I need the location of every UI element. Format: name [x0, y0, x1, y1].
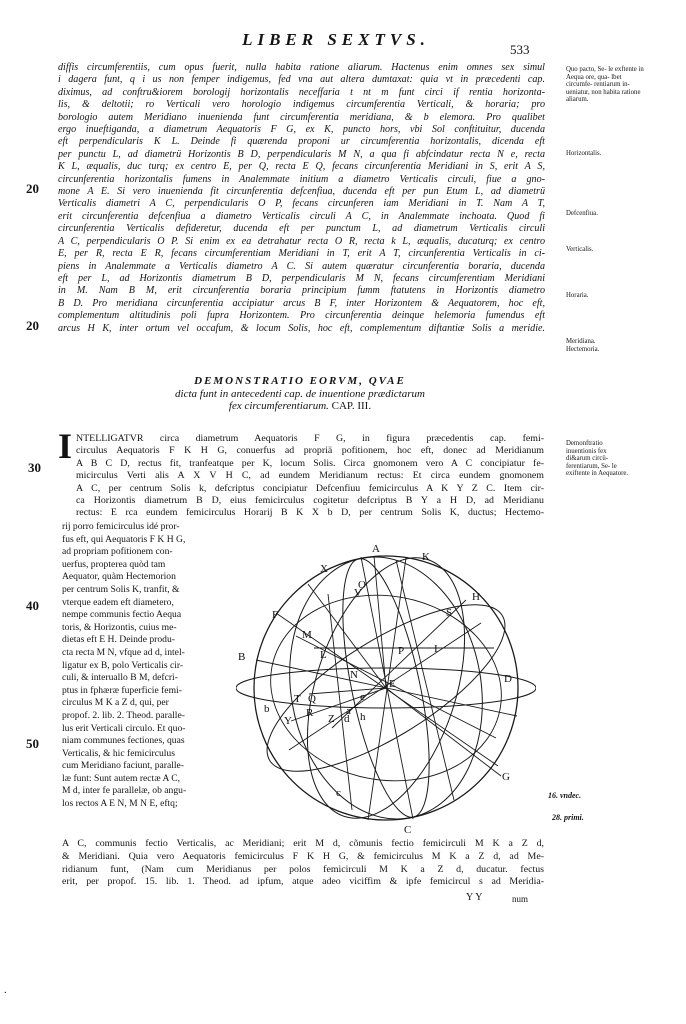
text-line: A C, perpendicularis O P. Si enim ex ea detrahatur recta O R, recta k L, æqualis, ducaturq; ex centro	[58, 235, 545, 247]
paragraph-2-column	[62, 521, 250, 811]
label-R: R	[306, 707, 314, 719]
heading-line	[80, 400, 520, 413]
paragraph-1	[58, 62, 545, 335]
text-line: M d, inter fe parallelæ, ob angu-	[62, 785, 187, 797]
text-line: ad propriam pofitionem con-	[62, 546, 173, 558]
catchword: num	[512, 894, 529, 904]
text-line: erit, per propof. 15. lib. 1. Theod. ad ipfum, atque adeo viciffim & ipfe femicircul s ad Meridia-	[62, 876, 544, 888]
text-line: diffis circumferentiis, cum opus fuerit, nulla habita ratione aliarum. Hactenus enim omnes sex simul	[58, 62, 545, 73]
text-line: circulus M K a Z d, qui, per	[62, 697, 169, 709]
text-line: Verticalis diametri A C, perpendicularis O P, fecans circunferen iam Meridiani in T. Nam A T,	[58, 198, 545, 210]
label-C: C	[404, 824, 412, 836]
text-line: vterque eadem eft diametero,	[62, 596, 174, 608]
text-line: ptus in fphæræ fuperficie femi-	[62, 684, 182, 696]
text-line: cta recta M N, vfque ad d, intel-	[62, 646, 185, 658]
label-L: L	[320, 649, 327, 661]
text-line: fus eft, qui Aequatoris F K H G,	[62, 533, 186, 545]
paragraph-2-tail	[62, 838, 544, 889]
text-line: arcus H K, inter ortum vel occafum, & locum Solis, hoc eft, complementum diftantiæ Solis a meridie.	[58, 322, 545, 334]
text-line: micirculus Verti alis A X V H C, ad eundem Meridianum rectus: Et circa eundem gnomonem	[76, 470, 544, 482]
margin-note: Meridiana. Hectemoria.	[566, 338, 600, 353]
text-line: eft per L, ad Horizontis diametrum B D, perpendicularis M N, fecans circumferentiam Meridiani	[58, 272, 545, 284]
margin-note: Horizontalis.	[566, 150, 602, 157]
label-F: F	[272, 609, 279, 621]
heading-line: dicta funt in antecedenti cap. de inuentione prædictarum	[175, 387, 425, 400]
label-Q: Q	[308, 693, 316, 705]
label-d: d	[344, 713, 350, 725]
text-line: B D. Pro meridiana circunferentia accipiatur arcus B F, inter Horizontem & Aequatorem, hoc eft,	[58, 297, 545, 309]
text-line: NTELLIGATVR circa diametrum Aequatoris F G, in figura præcedentis cap. femi-	[76, 433, 544, 444]
text-line: ligatur ex B, polo Verticalis cir-	[62, 659, 184, 671]
text-line: niam communes fectiones, quas	[62, 735, 185, 747]
label-b: b	[264, 703, 270, 715]
text-line: propof. 2. lib. 2. Theod. paralle-	[62, 709, 185, 721]
label-G: G	[502, 771, 510, 783]
text-line: piens in Analemmate a Verticalis diametro A C. Si autem quæratur circunferentia boraria, ducenda	[58, 260, 545, 272]
label-c: c	[336, 787, 341, 799]
label-P: P	[398, 645, 405, 657]
text-line: Verticalis, & hic femicirculus	[62, 747, 175, 759]
margin-note: Horaria.	[566, 292, 589, 299]
label-K: K	[422, 551, 430, 563]
paragraph-2	[76, 433, 544, 520]
text-line: nempe communis fectio Aequa	[62, 609, 182, 621]
line-number: 20	[26, 318, 39, 333]
heading-line-3: fex circumferentiarum.	[228, 400, 329, 412]
text-line: culi, & interuallo B M, defcri-	[62, 672, 178, 684]
analemma-diagram	[236, 538, 536, 836]
heading-line: DEMONSTRATIO EORVM, QVAE	[194, 375, 406, 387]
text-line: mone A E. Si vero inuenienda fit circunferentia defcenfiua, ducenda eft per pun Etum L, ad diametrü	[58, 186, 545, 198]
line-number: 30	[28, 460, 41, 475]
label-h: h	[360, 711, 366, 723]
label-e: e	[360, 691, 365, 703]
text-line: circulus Aequatoris F K H G, conuerfus ad propriä pofitionem, hoc eft, donec ad Meridianum	[76, 445, 544, 457]
text-line: Aequator, quàm Hectemorion	[62, 571, 176, 583]
label-a: a	[346, 705, 351, 717]
label-N: N	[350, 669, 358, 681]
label-T: T	[294, 693, 301, 705]
chapter-number: CAP. III.	[331, 400, 372, 412]
label-S: S	[446, 607, 453, 619]
text-line: toris, & Horizontis, cuius me-	[62, 621, 177, 633]
chapter-heading	[80, 375, 520, 413]
label-V: V	[354, 587, 362, 599]
label-D: D	[504, 673, 512, 685]
label-X: X	[320, 563, 328, 575]
label-A: A	[372, 543, 380, 555]
label-E: E	[389, 678, 396, 690]
line-number: 40	[26, 598, 39, 613]
signature-mark: YY	[466, 892, 485, 903]
text-line: & Meridiani. Quia vero Aequatoris femicirculus F K H G, & femicirculus M K a Z d, ad Me-	[62, 850, 544, 862]
text-line: borologio autem Meridiano inuenienda funt circumferentia meridiana, & b elemora. Pro qualibet	[58, 111, 545, 123]
text-line: læ funt: Sunt autem rectæ A C,	[62, 772, 181, 784]
text-line: in M. Nam B M, erit circunferentia boraria principium fumm ftatutens in Horizontis diametro	[58, 285, 545, 297]
label-M: M	[302, 629, 312, 641]
text-line: complementum altitudinis poli fupra Horizontem. Pro circunferentia deinque helemoria fumendus eft	[58, 310, 545, 322]
label-B: B	[238, 651, 246, 663]
page-number: 533	[510, 42, 530, 57]
line-number: 50	[26, 736, 39, 751]
text-line: cum Meridiano faciunt, paralle-	[62, 760, 185, 772]
margin-note: Quo pacto, Se- le exftente in Aequa ore, qua- lbet circumfe- rentiarum in- ueniatur, non habita ratione aliarum.	[566, 66, 644, 104]
label-Z: Z	[328, 713, 335, 725]
text-line: rectus: E rca eundem femicirculus Horarij B K X b D, per centrum Solis K, ductus; Hectemo-	[76, 507, 544, 519]
text-line: lus erit Verticali circulo. Et quo-	[62, 722, 186, 734]
text-line: E, per R, recta E R, fecans circumferentiam Meridiani in T, erit A T, circunferentia Verticalis in ci-	[58, 248, 545, 260]
text-line: diximus, ad conftru&iorem borologij horizontalis neceffaria t nt m funt circi if rentia horizonta-	[58, 86, 545, 98]
text-line: ergo inueftiganda, a diametrum Aequatoris F G, ex K, puncto hors, vbi Sol conftituitur, ducenda	[58, 124, 545, 136]
margin-note: 28. primi.	[552, 813, 584, 822]
text-line: A C, communis fectio Verticalis, ac Meridiani; erit M d, cõmunis fectio femicirculi M K a Z d,	[62, 838, 544, 849]
text-line: A B C D, rectus fit, tranfeatque per K, locum Solis. Circa gnomonem vero A C concipiatur fe-	[76, 457, 544, 469]
text-line: dietas eft E H. Deinde produ-	[62, 634, 175, 646]
text-line: los rectos A E N, M N E, eftq;	[62, 798, 178, 810]
text-line: rij porro femicirculus idé pror-	[62, 521, 180, 532]
margin-note: Demonftratio inuentionis fex di&arum circü- ferentiarum, Se- le exiftente in Aequatore.	[566, 440, 629, 478]
text-line: A C, per centrum Solis k, defcriptus concipiatur Defcenfiuu femicirculus A K Y Z C. Item cir-	[76, 482, 544, 494]
line-number: 20	[26, 181, 39, 196]
initial-letter: I	[58, 426, 73, 466]
text-line: K L, æqualis, duc turq; ex centro E, per Q, recta E Q, fecans circunferentia Meridiani in S, erit A S,	[58, 161, 545, 173]
label-I: I	[434, 643, 438, 655]
text-line: i dagera funt, q i us non femper indigemus, fed vna aut altera dumtaxat: quia vt in præcedenti cap.	[58, 74, 545, 86]
margin-note: Defcenfiua.	[566, 210, 598, 217]
text-line: circunferentia horizontalis fumens in Analemmate initium a diametro Verticalis circuli, fiue a gno-	[58, 173, 545, 185]
running-head: LIBER SEXTVS.	[242, 30, 430, 49]
text-line: per punctu L, ad diametrü Horizontis B D, perpendicularis M N, a qua fi abfcindatur recta N e, recta	[58, 148, 545, 160]
text-line: eft perpendicularis K L. Deinde fi quærenda proponi ur circumferentia horizontalis, dicenda eft	[58, 136, 545, 148]
text-line: ca Horizontis diametrum B D, eius femicirculus cogitetur defcriptus B Y a H D, ad Meridianu	[76, 495, 544, 507]
stray-mark: .	[4, 984, 7, 996]
label-H: H	[472, 591, 480, 603]
text-line: per centrum Solis K, tranfit, &	[62, 583, 180, 595]
margin-note: 16. vndec.	[548, 791, 582, 800]
label-Y: Y	[284, 715, 292, 727]
text-line: lis, & deltotii; ro Verticali vero horologio indigemus circumferentia Verticali, & horaria; pro	[58, 99, 545, 111]
margin-note: Verticalis.	[566, 246, 594, 253]
text-line: uerfus, propterea quòd tam	[62, 558, 166, 570]
label-O: O	[358, 579, 366, 591]
text-line: erit circunferentia defcenfiua a diametro Verticalis circuli A C, in Analemmate inchoata. Quod fi	[58, 210, 545, 222]
text-line: circunferentia Verticalis defideretur, ducenda eft per punctum L, ad diametrum Verticalis circuli	[58, 223, 545, 235]
text-line: ridianum funt, (Nam cum Meridianus per polos femicirculi M K a Z d, ducatur. fectus	[62, 863, 544, 875]
